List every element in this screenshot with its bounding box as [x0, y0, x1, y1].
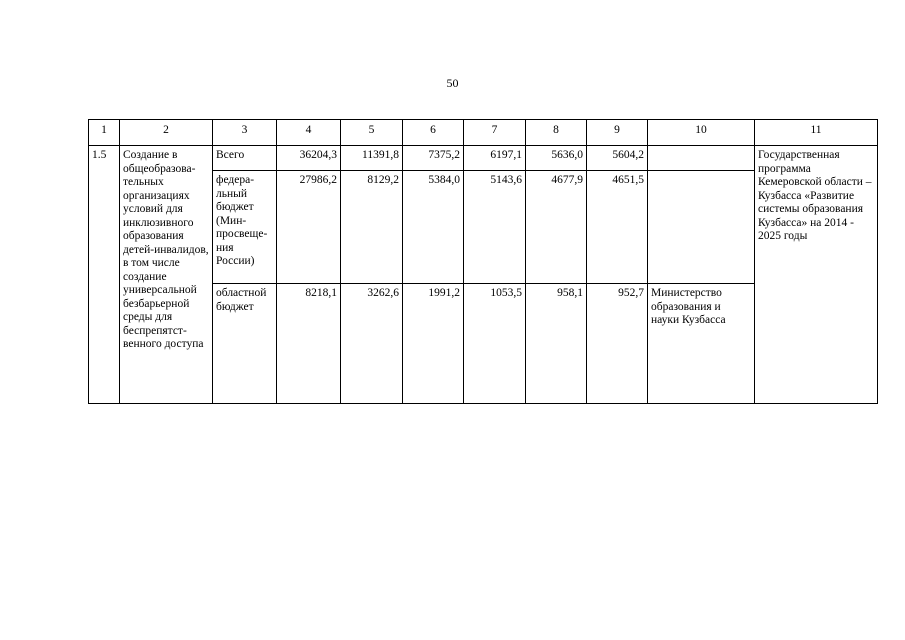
executor-cell: Министерство образования и науки Кузбасса: [648, 284, 755, 404]
value-cell: 36204,3: [277, 146, 341, 171]
row-number-cell: 1.5: [89, 146, 120, 404]
table-header-row: [89, 120, 878, 146]
value-cell: 7375,2: [403, 146, 464, 171]
value-cell: 3262,6: [341, 284, 403, 404]
value-cell: 5636,0: [526, 146, 587, 171]
value-cell: 5384,0: [403, 171, 464, 284]
value-cell: 8218,1: [277, 284, 341, 404]
value-cell: 8129,2: [341, 171, 403, 284]
header-cell: 3: [213, 120, 277, 146]
funding-source-cell: Всего: [213, 146, 277, 171]
header-cell: 11: [755, 120, 878, 146]
header-cell: 5: [341, 120, 403, 146]
budget-table: [88, 119, 878, 404]
header-cell: 2: [120, 120, 213, 146]
header-cell: 6: [403, 120, 464, 146]
value-cell: 1053,5: [464, 284, 526, 404]
value-cell: 27986,2: [277, 171, 341, 284]
header-cell: 10: [648, 120, 755, 146]
executor-cell: [648, 171, 755, 284]
header-cell: 4: [277, 120, 341, 146]
value-cell: 5143,6: [464, 171, 526, 284]
funding-source-cell: федера-льный бюджет (Мин-просвеще-ния России): [213, 171, 277, 284]
value-cell: 958,1: [526, 284, 587, 404]
funding-source-cell: областной бюджет: [213, 284, 277, 404]
header-cell: 8: [526, 120, 587, 146]
value-cell: 1991,2: [403, 284, 464, 404]
program-cell: Государственная программа Кемеровской области – Кузбасса «Развитие системы образования Кузбасса» на 2014 - 2025 годы: [755, 146, 878, 404]
table-row: [89, 146, 878, 171]
measure-cell: Создание в общеобразова-тельных организациях условий для инклюзивного образования детей-инвалидов, в том числе создание универсальной безбарьерной среды для беспрепятст-венного доступа: [120, 146, 213, 404]
header-cell: 9: [587, 120, 648, 146]
value-cell: 4651,5: [587, 171, 648, 284]
value-cell: 952,7: [587, 284, 648, 404]
value-cell: 5604,2: [587, 146, 648, 171]
page-number: 50: [446, 76, 459, 90]
header-cell: 1: [89, 120, 120, 146]
value-cell: 6197,1: [464, 146, 526, 171]
executor-cell: [648, 146, 755, 171]
header-cell: 7: [464, 120, 526, 146]
value-cell: 11391,8: [341, 146, 403, 171]
value-cell: 4677,9: [526, 171, 587, 284]
